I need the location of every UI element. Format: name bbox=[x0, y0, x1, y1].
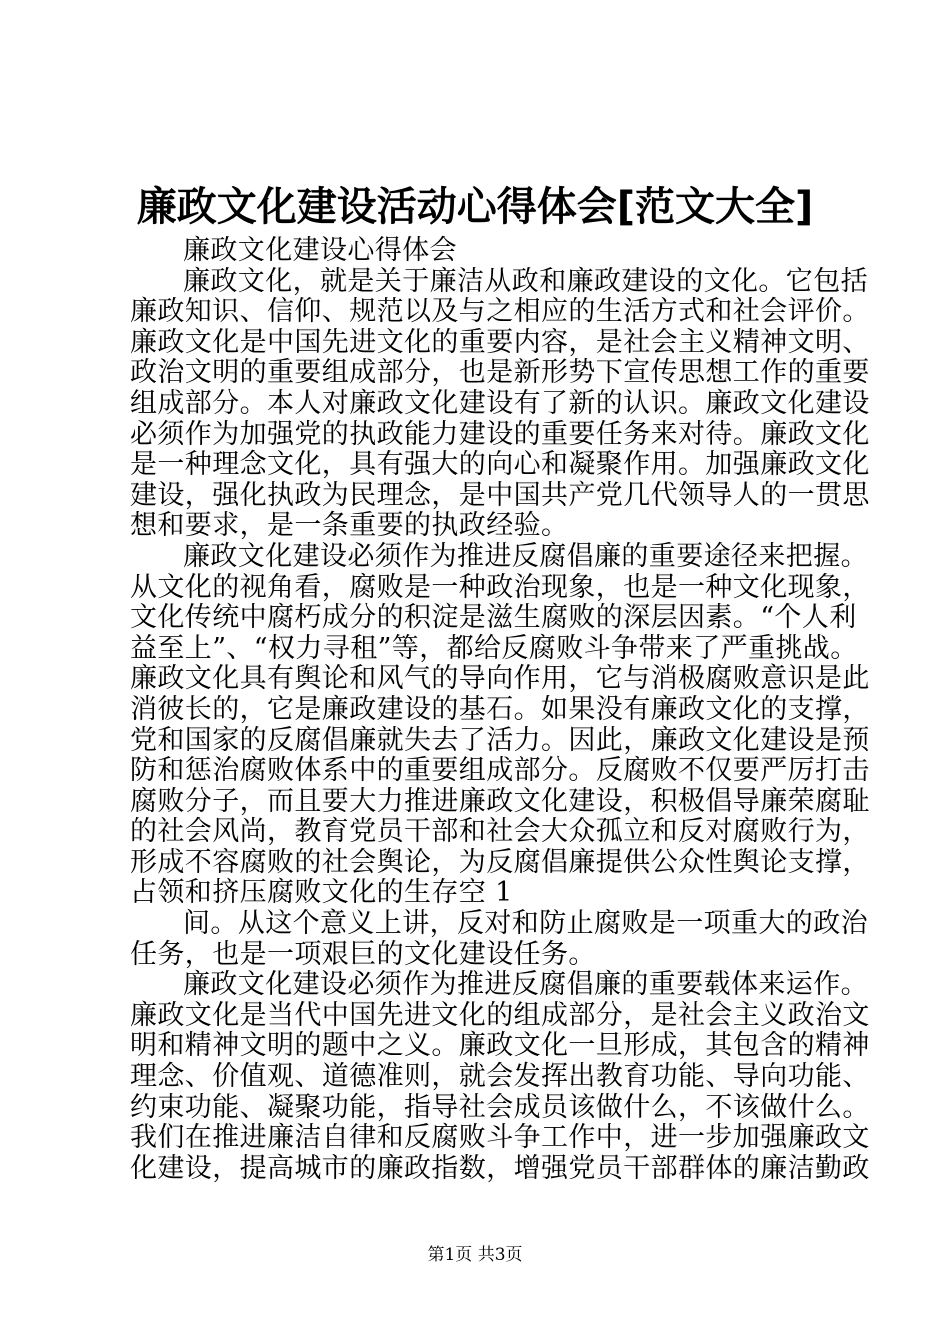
text-line: 廉政文化建设必须作为推进反腐倡廉的重要途径来把握。 bbox=[183, 540, 868, 572]
text-line: 组成部分。本人对廉政文化建设有了新的认识。廉政文化建设 bbox=[130, 387, 870, 419]
text-line: 形成不容腐败的社会舆论，为反腐倡廉提供公众性舆论支撑， bbox=[130, 846, 870, 878]
text-line: 廉政文化是中国先进文化的重要内容，是社会主义精神文明、 bbox=[130, 326, 870, 358]
text-line: 廉政知识、信仰、规范以及与之相应的生活方式和社会评价。 bbox=[130, 296, 870, 328]
text-line: 间。从这个意义上讲，反对和防止腐败是一项重大的政治 bbox=[183, 908, 868, 940]
text-line: 我们在推进廉洁自律和反腐败斗争工作中，进一步加强廉政文 bbox=[130, 1122, 870, 1154]
text-line: 消彼长的，它是廉政建设的基石。如果没有廉政文化的支撑， bbox=[130, 693, 870, 725]
text-line: 理念、价值观、道德准则，就会发挥出教育功能、导向功能、 bbox=[130, 1061, 870, 1093]
text-line: 任务，也是一项艰巨的文化建设任务。 bbox=[130, 938, 596, 970]
text-line: 必须作为加强党的执政能力建设的重要任务来对待。廉政文化 bbox=[130, 418, 870, 450]
text-line: 防和惩治腐败体系中的重要组成部分。反腐败不仅要严厉打击 bbox=[130, 755, 870, 787]
text-line: 约束功能、凝聚功能，指导社会成员该做什么，不该做什么。 bbox=[130, 1091, 870, 1123]
text-line: 廉政文化建设必须作为推进反腐倡廉的重要载体来运作。 bbox=[183, 969, 868, 1001]
text-line: 廉政文化是当代中国先进文化的组成部分，是社会主义政治文 bbox=[130, 999, 870, 1031]
text-line: 是一种理念文化，具有强大的向心和凝聚作用。加强廉政文化 bbox=[130, 449, 870, 481]
text-line: 廉政文化具有舆论和风气的导向作用，它与消极腐败意识是此 bbox=[130, 663, 870, 695]
document-title: 廉政文化建设活动心得体会[范文大全] bbox=[136, 184, 814, 230]
text-line: 想和要求，是一条重要的执政经验。 bbox=[130, 510, 569, 542]
text-line: 党和国家的反腐倡廉就失去了活力。因此，廉政文化建设是预 bbox=[130, 724, 870, 756]
document-body bbox=[130, 236, 870, 1184]
text-line: 从文化的视角看，腐败是一种政治现象，也是一种文化现象， bbox=[130, 571, 870, 603]
text-line: 腐败分子，而且要大力推进廉政文化建设，积极倡导廉荣腐耻 bbox=[130, 785, 870, 817]
text-line: 益至上”、“权力寻租”等，都给反腐败斗争带来了严重挑战。 bbox=[130, 632, 858, 664]
text-line: 廉政文化，就是关于廉洁从政和廉政建设的文化。它包括 bbox=[183, 265, 868, 297]
text-line: 文化传统中腐朽成分的积淀是滋生腐败的深层因素。“个人利 bbox=[130, 602, 857, 634]
text-line: 化建设，提高城市的廉政指数，增强党员干部群体的廉洁勤政 bbox=[130, 1152, 870, 1184]
text-line: 政治文明的重要组成部分，也是新形势下宣传思想工作的重要 bbox=[130, 357, 870, 389]
page-footer: 第1页 共3页 bbox=[427, 1245, 523, 1265]
text-line: 廉政文化建设心得体会 bbox=[183, 235, 457, 266]
text-line: 的社会风尚，教育党员干部和社会大众孤立和反对腐败行为， bbox=[130, 816, 870, 848]
text-line: 占领和挤压腐败文化的生存空 1 bbox=[130, 877, 513, 909]
text-line: 建设，强化执政为民理念，是中国共产党几代领导人的一贯思 bbox=[130, 479, 870, 511]
text-line: 明和精神文明的题中之义。廉政文化一旦形成，其包含的精神 bbox=[130, 1030, 870, 1062]
